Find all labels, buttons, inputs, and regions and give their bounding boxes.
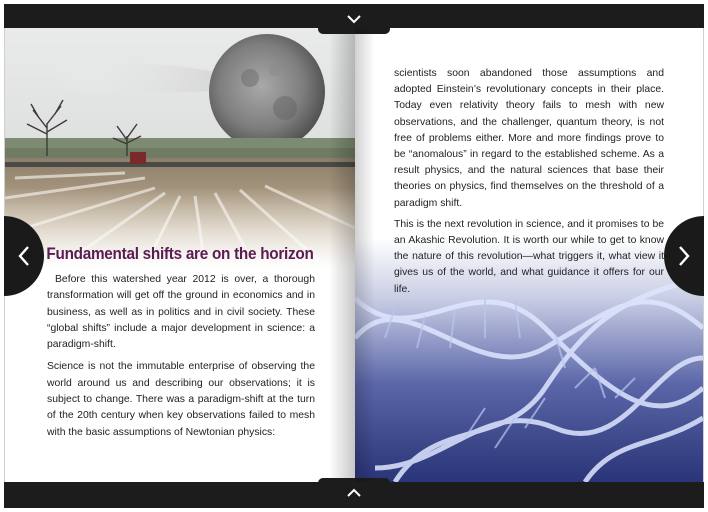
right-page [355, 28, 703, 482]
chevron-left-icon [18, 245, 30, 267]
left-paragraph-2: Science is not the immutable enterprise of observing the world around us and describing our observations; it is subject to change. There was a paradigm-shift at the turn of the 20th century when key observations failed to mesh with the basic assumptions of Newtonian physics: [47, 361, 315, 438]
left-page-gutter-shadow [329, 28, 355, 482]
right-body-text [394, 66, 664, 303]
section-heading: Fundamental shifts are on the horizon [46, 244, 314, 263]
book-spread [5, 28, 703, 482]
expand-toolbar-button[interactable] [318, 478, 390, 508]
left-body-text [47, 272, 315, 447]
left-page [5, 28, 355, 482]
left-paragraph-1: Before this watershed year 2012 is over, a thorough transformation will get off the ground in economics and in business, as well as in politics and in civil society. These “global shifts” include a major development in science: a paradigm-shift. [47, 274, 315, 351]
right-paragraph-2: This is the next revolution in science, and it promises to be an Akashic Revolution. It is worth our while to get to know the nature of this revolution—what triggers it, what view it gives us of the world, and what guidance it offers for our life. [394, 218, 664, 295]
chevron-up-icon [346, 488, 362, 498]
right-paragraph-1: scientists soon abandoned those assumptions and adopted Einstein’s revolutionary concepts in their place. Today even relativity theory fails to mesh with new observations, and the challenger, quantum theory, is not free of problems either. More and more findings prove to be “anomalous” in regard to the established scheme. As a result physics, and the natural sciences that base their theories on physics, find themselves on the threshold of a paradigm shift. [394, 68, 664, 209]
right-page-gutter-shadow [355, 28, 375, 482]
chevron-down-icon [346, 14, 362, 24]
chevron-right-icon [678, 245, 690, 267]
collapse-toolbar-button[interactable] [318, 4, 390, 34]
landscape-moon-photo [5, 28, 355, 268]
